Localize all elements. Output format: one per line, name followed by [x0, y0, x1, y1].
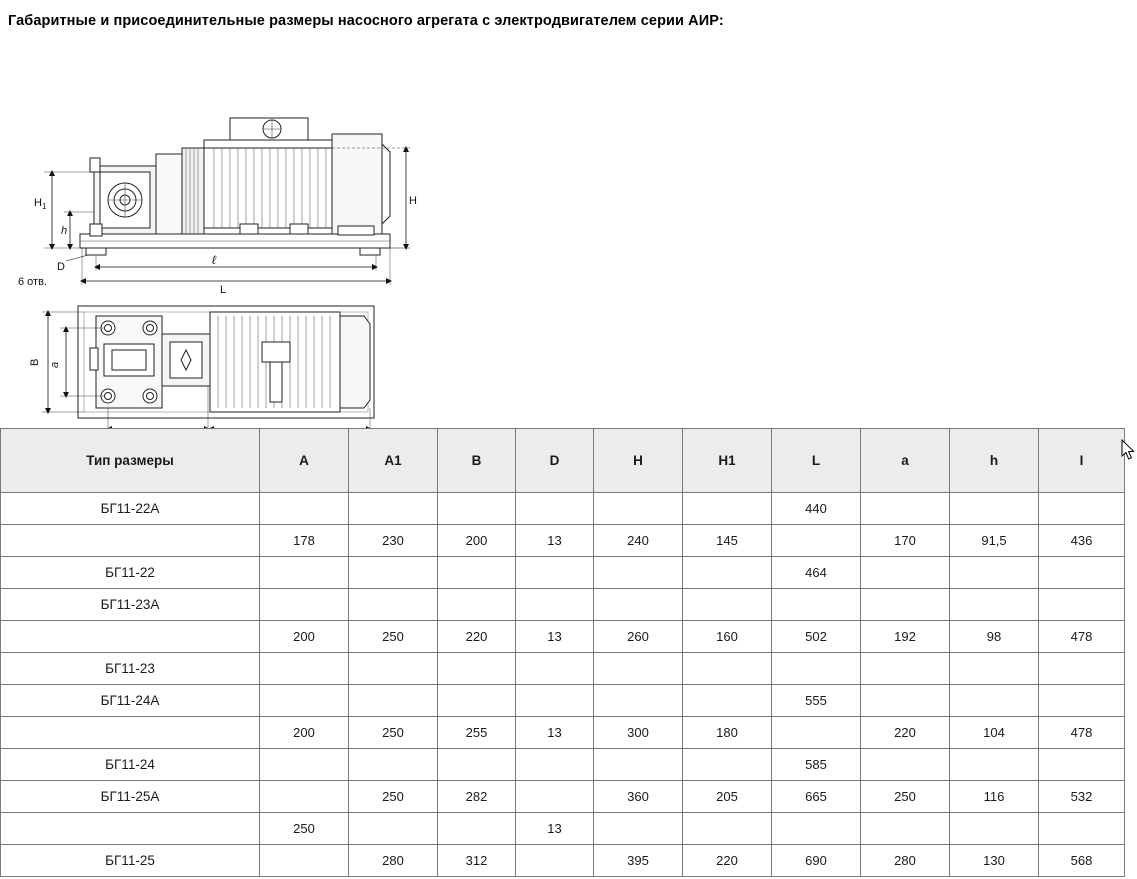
cell-h1: 160 [683, 621, 772, 653]
col-header-h-small: h [950, 429, 1039, 493]
cell-i [1039, 557, 1125, 589]
cell-b [438, 685, 516, 717]
cell-h-small [950, 589, 1039, 621]
label-h1-sub: 1 [42, 202, 47, 211]
cell-a-small [861, 589, 950, 621]
cell-l: 502 [772, 621, 861, 653]
cell-a [260, 685, 349, 717]
cell-a [260, 749, 349, 781]
col-header-a: A [260, 429, 349, 493]
cell-h [594, 493, 683, 525]
cell-type: БГ11-23 [1, 653, 260, 685]
cell-a-small [861, 557, 950, 589]
label-l-big: L [220, 284, 227, 296]
cell-a [260, 557, 349, 589]
cell-a-small: 250 [861, 781, 950, 813]
cell-d [516, 685, 594, 717]
cell-h-small: 91,5 [950, 525, 1039, 557]
cell-l: 665 [772, 781, 861, 813]
table-row [1, 845, 1125, 877]
table-row [1, 813, 1125, 845]
table-row [1, 621, 1125, 653]
cell-h1: 205 [683, 781, 772, 813]
cell-l [772, 589, 861, 621]
cell-b: 200 [438, 525, 516, 557]
cell-h [594, 685, 683, 717]
cell-a-small [861, 685, 950, 717]
cell-d: 13 [516, 525, 594, 557]
cell-d [516, 845, 594, 877]
cell-a: 250 [260, 813, 349, 845]
table-row [1, 653, 1125, 685]
cell-d [516, 653, 594, 685]
pump-unit-drawing [8, 48, 428, 398]
cell-i [1039, 749, 1125, 781]
cell-type: БГ11-24А [1, 685, 260, 717]
cell-h1 [683, 749, 772, 781]
cell-i: 478 [1039, 621, 1125, 653]
cell-h [594, 653, 683, 685]
cell-i: 436 [1039, 525, 1125, 557]
cell-l [772, 525, 861, 557]
cell-a1 [349, 493, 438, 525]
cell-h: 395 [594, 845, 683, 877]
cell-h-small [950, 749, 1039, 781]
cell-a-small [861, 749, 950, 781]
cell-l: 440 [772, 493, 861, 525]
cell-type: БГ11-25 [1, 845, 260, 877]
cell-a1 [349, 589, 438, 621]
cell-a1 [349, 813, 438, 845]
label-d: D [57, 261, 65, 273]
cell-a1 [349, 685, 438, 717]
page-title: Габаритные и присоединительные размеры насосного агрегата с электродвигателем серии АИР: [8, 13, 724, 29]
cell-b: 255 [438, 717, 516, 749]
col-header-h1: H1 [683, 429, 772, 493]
cell-d [516, 493, 594, 525]
cell-a1 [349, 557, 438, 589]
dimensions-table [0, 428, 1125, 877]
cell-a-small [861, 493, 950, 525]
cell-l [772, 653, 861, 685]
cell-h [594, 813, 683, 845]
cell-h [594, 749, 683, 781]
col-header-d: D [516, 429, 594, 493]
cell-b [438, 493, 516, 525]
cell-h1 [683, 685, 772, 717]
cell-h-small [950, 493, 1039, 525]
cell-a1: 280 [349, 845, 438, 877]
label-h-small: h [61, 225, 68, 237]
cell-type: БГ11-23А [1, 589, 260, 621]
cell-a [260, 493, 349, 525]
technical-drawing [8, 48, 428, 398]
col-header-a1: A1 [349, 429, 438, 493]
cell-type: БГ11-22А [1, 493, 260, 525]
cell-h1 [683, 557, 772, 589]
label-h-big: H [409, 195, 417, 207]
cell-h-small: 104 [950, 717, 1039, 749]
cell-h1 [683, 653, 772, 685]
cell-i: 532 [1039, 781, 1125, 813]
table-body [1, 493, 1125, 877]
table-row [1, 781, 1125, 813]
cell-a: 200 [260, 621, 349, 653]
table-row [1, 557, 1125, 589]
cell-a-small: 192 [861, 621, 950, 653]
cell-h-small [950, 557, 1039, 589]
cell-d [516, 557, 594, 589]
table-row [1, 717, 1125, 749]
cell-h1 [683, 493, 772, 525]
dimensions-table-container [0, 428, 1124, 877]
cell-i [1039, 493, 1125, 525]
cell-l: 690 [772, 845, 861, 877]
cell-b: 282 [438, 781, 516, 813]
cell-a [260, 845, 349, 877]
cell-type: БГ11-22 [1, 557, 260, 589]
cell-a-small [861, 813, 950, 845]
cell-l: 585 [772, 749, 861, 781]
cell-type: БГ11-24 [1, 749, 260, 781]
label-six-holes: 6 отв. [18, 276, 47, 288]
cell-type [1, 717, 260, 749]
cell-h1 [683, 589, 772, 621]
cell-h [594, 589, 683, 621]
cell-h1: 220 [683, 845, 772, 877]
cell-h-small: 116 [950, 781, 1039, 813]
label-h1: H [34, 197, 42, 209]
cell-a [260, 589, 349, 621]
cell-h-small [950, 685, 1039, 717]
table-row [1, 749, 1125, 781]
cell-a-small: 170 [861, 525, 950, 557]
cell-h-small [950, 813, 1039, 845]
cell-i: 568 [1039, 845, 1125, 877]
cell-d [516, 589, 594, 621]
cell-b [438, 589, 516, 621]
col-header-b: B [438, 429, 516, 493]
cell-d [516, 749, 594, 781]
cell-type [1, 525, 260, 557]
cell-type: БГ11-25А [1, 781, 260, 813]
cell-b [438, 653, 516, 685]
col-header-l: L [772, 429, 861, 493]
cell-type [1, 621, 260, 653]
col-header-a-small: a [861, 429, 950, 493]
cell-h: 300 [594, 717, 683, 749]
cell-a1 [349, 749, 438, 781]
cell-l [772, 813, 861, 845]
label-l-small: ℓ [212, 253, 216, 267]
cell-b [438, 749, 516, 781]
label-a-small: a [49, 361, 61, 368]
cell-a [260, 781, 349, 813]
table-row [1, 685, 1125, 717]
cell-type [1, 813, 260, 845]
cell-i [1039, 653, 1125, 685]
cell-i [1039, 685, 1125, 717]
cell-l: 464 [772, 557, 861, 589]
cell-d: 13 [516, 717, 594, 749]
cell-h1: 145 [683, 525, 772, 557]
table-row [1, 525, 1125, 557]
cell-d: 13 [516, 621, 594, 653]
cell-h: 240 [594, 525, 683, 557]
table-row [1, 589, 1125, 621]
cell-a1: 250 [349, 781, 438, 813]
cell-b [438, 557, 516, 589]
table-header-row [1, 429, 1125, 493]
cell-l [772, 717, 861, 749]
cell-a1: 250 [349, 717, 438, 749]
cell-h1 [683, 813, 772, 845]
cell-h1: 180 [683, 717, 772, 749]
cell-a: 178 [260, 525, 349, 557]
cell-d [516, 781, 594, 813]
table-header [1, 429, 1125, 493]
cell-a-small: 280 [861, 845, 950, 877]
cell-h [594, 557, 683, 589]
cell-b: 312 [438, 845, 516, 877]
cell-h-small: 98 [950, 621, 1039, 653]
cell-h-small: 130 [950, 845, 1039, 877]
cell-h: 360 [594, 781, 683, 813]
cell-l: 555 [772, 685, 861, 717]
col-header-i: I [1039, 429, 1125, 493]
cell-a-small [861, 653, 950, 685]
cell-a-small: 220 [861, 717, 950, 749]
cell-h: 260 [594, 621, 683, 653]
cell-a [260, 653, 349, 685]
cell-b: 220 [438, 621, 516, 653]
cell-h-small [950, 653, 1039, 685]
label-b: B [29, 358, 41, 366]
col-header-h: H [594, 429, 683, 493]
col-header-type: Тип размеры [1, 429, 260, 493]
cell-a1: 250 [349, 621, 438, 653]
cell-a: 200 [260, 717, 349, 749]
cell-a1 [349, 653, 438, 685]
cell-i [1039, 813, 1125, 845]
cell-b [438, 813, 516, 845]
cell-i: 478 [1039, 717, 1125, 749]
table-row [1, 493, 1125, 525]
cell-d: 13 [516, 813, 594, 845]
cell-a1: 230 [349, 525, 438, 557]
cell-i [1039, 589, 1125, 621]
